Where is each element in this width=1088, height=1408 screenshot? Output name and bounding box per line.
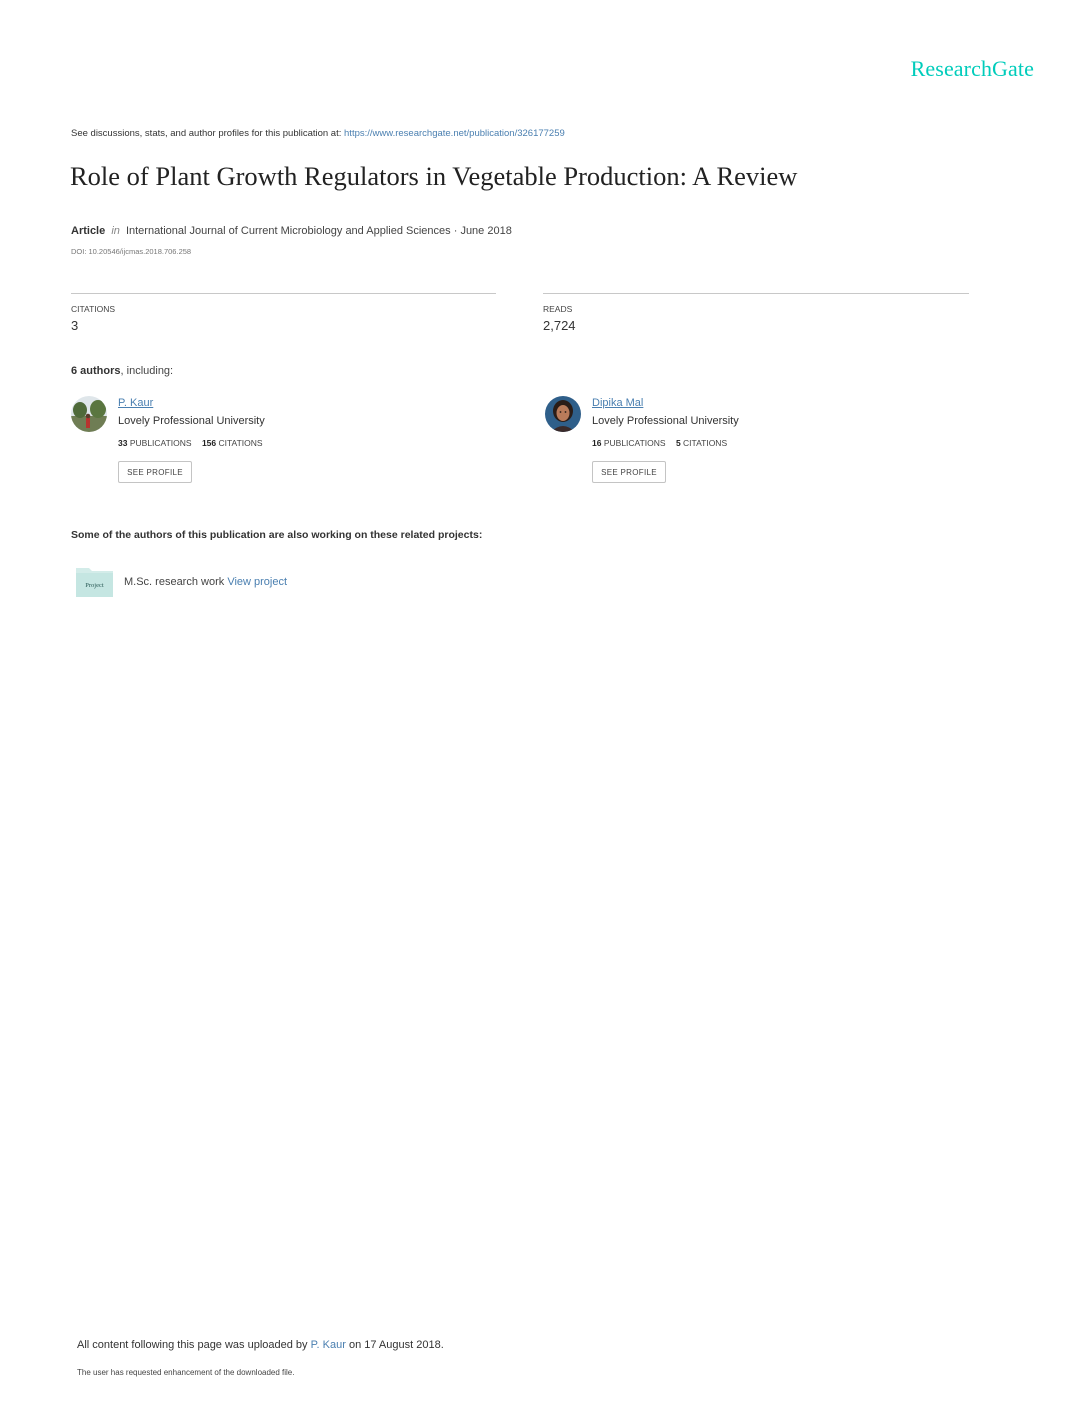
author-name-link[interactable]: Dipika Mal: [592, 397, 644, 409]
portrait-photo-icon[interactable]: [545, 396, 581, 432]
author-citations-label: CITATIONS: [683, 438, 728, 448]
author-card: [545, 396, 965, 496]
publication-title: Role of Plant Growth Regulators in Vegetable Production: A Review: [70, 161, 798, 191]
reads-label: READS: [543, 304, 573, 314]
author-citations-label: CITATIONS: [218, 438, 263, 448]
authors-summary: [71, 365, 173, 377]
author-citations-count: 5: [675, 438, 681, 448]
view-project-link[interactable]: View project: [227, 576, 288, 588]
publications-count: 16: [592, 438, 602, 448]
related-projects-heading: Some of the authors of this publication are also working on these related projects:: [71, 529, 483, 541]
publication-meta: [71, 225, 512, 237]
author-institution: Lovely Professional University: [118, 415, 265, 427]
researchgate-logo[interactable]: ResearchGate: [910, 56, 1034, 81]
publications-label: PUBLICATIONS: [603, 438, 666, 448]
publication-source-line: [71, 128, 565, 139]
project-name: M.Sc. research work: [124, 576, 225, 588]
author-stats: [118, 438, 263, 448]
author-stats: [592, 438, 727, 448]
enhancement-note: The user has requested enhancement of the downloaded file.: [77, 1368, 295, 1377]
project-icon-label: Project: [85, 582, 104, 589]
authors-suffix: , including:: [120, 365, 174, 377]
publication-type: Article: [71, 225, 106, 237]
citations-divider: [71, 293, 496, 294]
project-item: [124, 576, 287, 588]
citations-count: 3: [71, 318, 79, 333]
author-citations-count: 156: [201, 438, 217, 448]
publications-count: 33: [118, 438, 128, 448]
author-name-link[interactable]: P. Kaur: [118, 397, 154, 409]
upload-prefix: All content following this page was uploaded by: [77, 1339, 308, 1351]
author-card: [71, 396, 491, 496]
see-profile-button[interactable]: SEE PROFILE: [118, 461, 192, 483]
upload-notice: [77, 1339, 444, 1351]
landscape-photo-icon[interactable]: [71, 396, 107, 432]
publications-label: PUBLICATIONS: [129, 438, 192, 448]
project-folder-icon[interactable]: [76, 566, 113, 597]
citations-label: CITATIONS: [71, 304, 116, 314]
author-institution: Lovely Professional University: [592, 415, 739, 427]
publication-date: June 2018: [460, 225, 512, 237]
reads-count: 2,724: [543, 318, 576, 333]
see-profile-button[interactable]: SEE PROFILE: [592, 461, 666, 483]
authors-count: 6 authors: [71, 365, 121, 377]
reads-divider: [543, 293, 969, 294]
publication-doi: DOI: 10.20546/ijcmas.2018.706.258: [71, 247, 192, 256]
upload-suffix: on 17 August 2018.: [348, 1339, 444, 1351]
publication-url-link[interactable]: https://www.researchgate.net/publication/326177259: [344, 128, 565, 139]
see-discussions-text: See discussions, stats, and author profiles for this publication at:: [71, 128, 342, 139]
uploader-link[interactable]: P. Kaur: [310, 1339, 346, 1351]
date-separator: ·: [453, 225, 458, 237]
in-label: in: [111, 225, 120, 237]
journal-name: International Journal of Current Microbiology and Applied Sciences: [125, 225, 451, 237]
